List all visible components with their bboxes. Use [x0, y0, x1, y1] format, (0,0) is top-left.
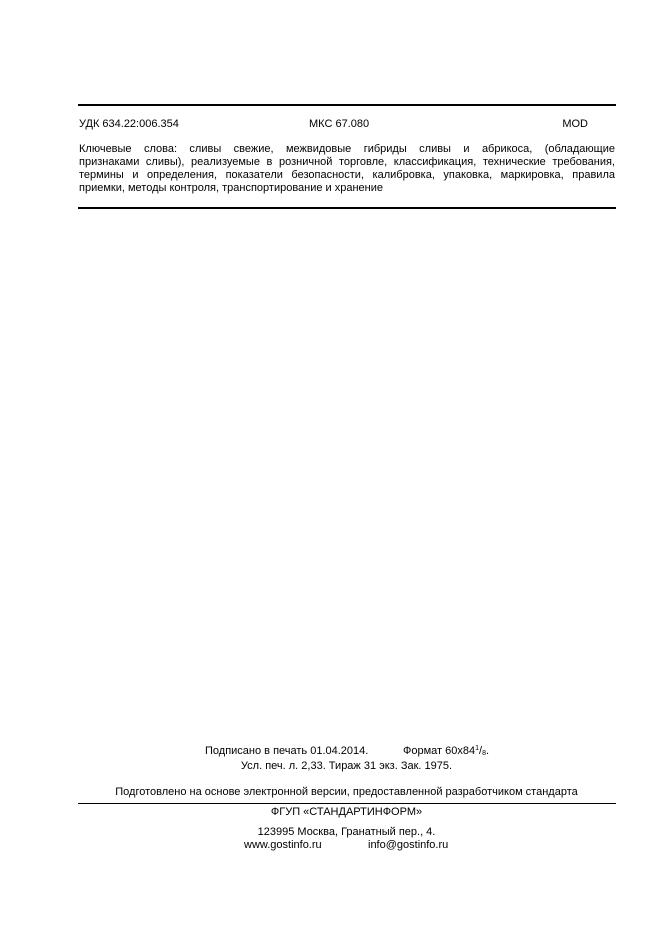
format-numerator: 1 — [475, 745, 480, 752]
keywords-line: термины и определения, показатели безопасности, калибровка, упаковка, маркировка, правила — [79, 169, 615, 181]
format-prefix: Формат 60x84 — [403, 745, 476, 757]
format-suffix: . — [485, 745, 490, 757]
paper-format: Формат $60x84^1/_8$. — [403, 745, 490, 757]
udc-code: УДК 634.22:006.354 — [79, 118, 179, 130]
keywords-paragraph — [79, 143, 615, 195]
email-link[interactable]: info@gostinfo.ru — [368, 839, 449, 851]
keywords-line: приемки, методы контроля, транспортирование и хранение — [79, 182, 384, 194]
publisher-name: ФГУП «СТАНДАРТИНФОРМ» — [270, 806, 423, 818]
mod-label: MOD — [562, 118, 588, 130]
website-link[interactable]: www.gostinfo.ru — [244, 839, 322, 851]
publisher-divider — [78, 803, 616, 804]
mks-code: МКС 67.080 — [309, 118, 370, 130]
keywords-divider — [78, 207, 616, 209]
format-denominator: 8 — [482, 750, 486, 757]
keywords-line: признаками сливы), реализуемые в розничной торговле, классификация, технические требования, — [79, 156, 615, 168]
print-stats: Усл. печ. л. 2,33. Тираж 31 экз. Зак. 1975. — [240, 760, 453, 772]
keywords-line: Ключевые слова: сливы свежие, межвидовые гибриды сливы и абрикоса, (обладающие — [79, 143, 615, 155]
top-divider — [78, 104, 616, 106]
classification-codes — [79, 118, 615, 132]
prepared-note: Подготовлено на основе электронной версии, предоставленной разработчиком стандарта — [115, 786, 578, 798]
signed-to-print: Подписано в печать 01.04.2014. — [205, 745, 369, 757]
publisher-address: 123995 Москва, Гранатный пер., 4. — [257, 826, 436, 838]
